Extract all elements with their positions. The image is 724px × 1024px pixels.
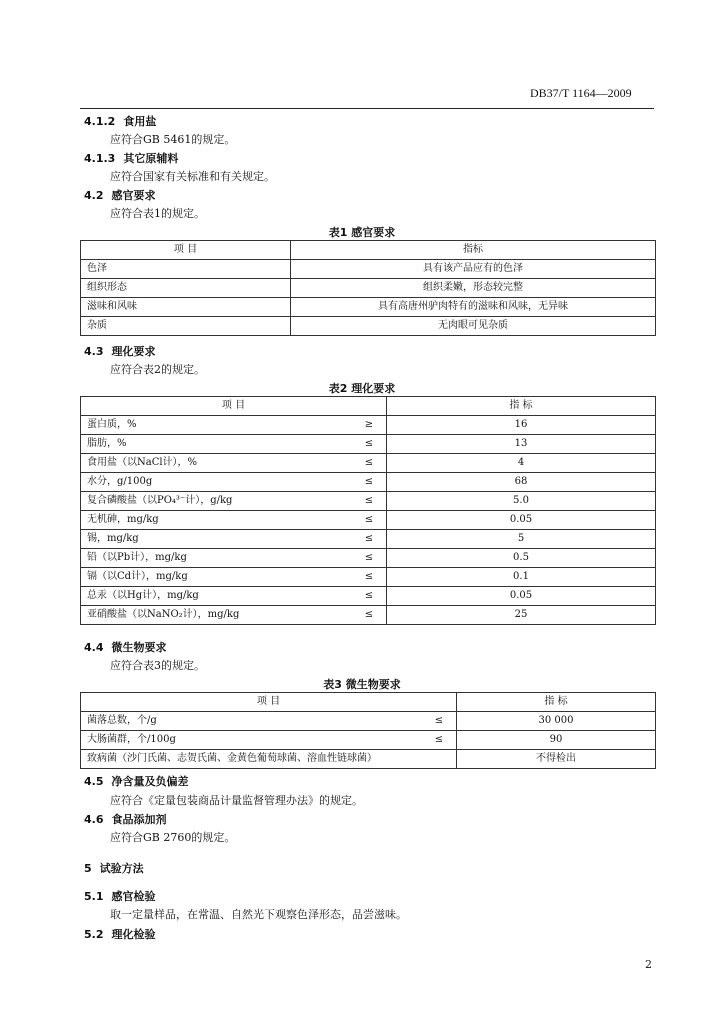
table-row — [81, 492, 656, 511]
table-cell: 镉（以Cd计），mg/kg — [81, 568, 352, 587]
section-5-1-text: 取一定量样品，在常温、自然光下观察色泽形态，品尝滋味。 — [110, 908, 407, 921]
table-cell: 大肠菌群，个/100g — [81, 731, 422, 750]
table-cell: 0.1 — [387, 568, 656, 587]
table2-physicochemical — [80, 396, 656, 625]
table-header-cell: 指标 — [291, 241, 656, 260]
table-cell: 色泽 — [81, 260, 291, 279]
section-number: 5.2 — [84, 928, 104, 941]
table-cell: 5 — [387, 530, 656, 549]
table-cell: 水分，g/100g — [81, 473, 352, 492]
section-4-1-3-heading — [84, 150, 178, 166]
table-cell: 总汞（以Hg计），mg/kg — [81, 587, 352, 606]
section-4-1-2-text: 应符合GB 5461的规定。 — [110, 133, 236, 146]
table-row — [81, 279, 656, 298]
table-header-cell: 项 目 — [81, 241, 291, 260]
table-cell: 锡，mg/kg — [81, 530, 352, 549]
section-title: 其它原辅料 — [123, 152, 179, 165]
section-4-1-2-heading — [84, 113, 156, 129]
table-cell: 无肉眼可见杂质 — [291, 317, 656, 336]
table-row — [81, 568, 656, 587]
table-cell: 组织柔嫩，形态较完整 — [291, 279, 656, 298]
table-row — [81, 298, 656, 317]
table-row — [81, 712, 656, 731]
section-title: 理化检验 — [111, 928, 156, 941]
table3-microbiological — [80, 692, 656, 769]
section-4-2-heading — [84, 187, 156, 203]
table-row — [81, 530, 656, 549]
table-cell: ≤ — [422, 731, 457, 750]
table-cell: 5.0 — [387, 492, 656, 511]
section-number: 4.5 — [84, 775, 104, 788]
table-cell: 不得检出 — [457, 750, 656, 769]
table-cell: ≤ — [352, 511, 387, 530]
table-cell: 0.5 — [387, 549, 656, 568]
table-row — [81, 435, 656, 454]
table-cell: ≤ — [352, 530, 387, 549]
table-cell: ≤ — [352, 454, 387, 473]
section-title: 理化要求 — [111, 345, 156, 358]
table-cell — [422, 750, 457, 769]
section-4-6-heading — [84, 811, 167, 827]
section-5-1-heading — [84, 888, 156, 904]
section-5-2-heading — [84, 926, 156, 942]
table-cell: ≤ — [352, 492, 387, 511]
section-number: 5 — [84, 862, 92, 875]
table-cell: 具有该产品应有的色泽 — [291, 260, 656, 279]
table-header-cell: 指 标 — [387, 397, 656, 416]
table-cell: 组织形态 — [81, 279, 291, 298]
table1-sensory — [80, 240, 656, 336]
section-4-4-text: 应符合表3的规定。 — [110, 659, 205, 672]
table-header-cell: 项 目 — [81, 693, 457, 712]
section-number: 4.2 — [84, 189, 104, 202]
table-cell: ≤ — [352, 568, 387, 587]
table-cell: 90 — [457, 731, 656, 750]
table-cell: ≤ — [352, 435, 387, 454]
table-header-cell: 指 标 — [457, 693, 656, 712]
table-cell: 食用盐（以NaCl计），% — [81, 454, 352, 473]
table-cell: 亚硝酸盐（以NaNO₂计），mg/kg — [81, 606, 352, 625]
section-4-3-heading — [84, 343, 156, 359]
section-title: 微生物要求 — [111, 641, 167, 654]
table-cell: 菌落总数，个/g — [81, 712, 422, 731]
document-id: DB37/T 1164—2009 — [530, 86, 632, 100]
table-row — [81, 416, 656, 435]
section-4-4-heading — [84, 639, 167, 655]
section-5-heading — [84, 860, 144, 876]
section-title: 食品添加剂 — [111, 813, 167, 826]
table-cell: 无机砷，mg/kg — [81, 511, 352, 530]
table-cell: 68 — [387, 473, 656, 492]
table-cell: 滋味和风味 — [81, 298, 291, 317]
table-cell: 复合磷酸盐（以PO₄³⁻计），g/kg — [81, 492, 352, 511]
table-header-row — [81, 397, 656, 416]
header-rule — [80, 108, 654, 109]
table-row — [81, 317, 656, 336]
table-cell: ≥ — [352, 416, 387, 435]
table-cell: 蛋白质，% — [81, 416, 352, 435]
section-number: 4.3 — [84, 345, 104, 358]
table-cell: 16 — [387, 416, 656, 435]
table-row — [81, 750, 656, 769]
table-row — [81, 549, 656, 568]
table-cell: 致病菌（沙门氏菌、志贺氏菌、金黄色葡萄球菌、溶血性链球菌） — [81, 750, 422, 769]
section-4-6-text: 应符合GB 2760的规定。 — [110, 831, 236, 844]
table-cell: ≤ — [422, 712, 457, 731]
table-row — [81, 587, 656, 606]
table-cell: ≤ — [352, 606, 387, 625]
table-header-row — [81, 241, 656, 260]
table-cell: 杂质 — [81, 317, 291, 336]
table-cell: 0.05 — [387, 587, 656, 606]
table-cell: 0.05 — [387, 511, 656, 530]
table2-caption: 表2 理化要求 — [328, 382, 396, 395]
table-row — [81, 454, 656, 473]
section-4-5-heading — [84, 773, 189, 789]
section-title: 食用盐 — [123, 115, 157, 128]
table1-caption: 表1 感官要求 — [328, 226, 396, 239]
table-row — [81, 731, 656, 750]
section-title: 试验方法 — [99, 862, 144, 875]
table-cell: 25 — [387, 606, 656, 625]
table-row — [81, 473, 656, 492]
page-number: 2 — [645, 958, 652, 971]
table-cell: 脂肪，% — [81, 435, 352, 454]
table-row — [81, 511, 656, 530]
section-4-1-3-text: 应符合国家有关标准和有关规定。 — [110, 170, 275, 183]
section-title: 净含量及负偏差 — [111, 775, 189, 788]
section-title: 感官检验 — [111, 890, 156, 903]
section-number: 4.4 — [84, 641, 104, 654]
table-cell: 具有高唐州驴肉特有的滋味和风味，无异味 — [291, 298, 656, 317]
table-cell: 30 000 — [457, 712, 656, 731]
table3-caption: 表3 微生物要求 — [323, 678, 401, 691]
table-cell: ≤ — [352, 549, 387, 568]
table-cell: ≤ — [352, 587, 387, 606]
section-number: 4.1.2 — [84, 115, 116, 128]
table-row — [81, 606, 656, 625]
table-cell: 4 — [387, 454, 656, 473]
section-4-5-text: 应符合《定量包装商品计量监督管理办法》的规定。 — [110, 794, 363, 807]
table-cell: ≤ — [352, 473, 387, 492]
table-header-cell: 项 目 — [81, 397, 387, 416]
table-cell: 13 — [387, 435, 656, 454]
table-row — [81, 260, 656, 279]
section-title: 感官要求 — [111, 189, 156, 202]
section-number: 5.1 — [84, 890, 104, 903]
table-cell: 铅（以Pb计），mg/kg — [81, 549, 352, 568]
section-4-3-text: 应符合表2的规定。 — [110, 363, 205, 376]
table-header-row — [81, 693, 656, 712]
section-4-2-text: 应符合表1的规定。 — [110, 207, 205, 220]
section-number: 4.6 — [84, 813, 104, 826]
section-number: 4.1.3 — [84, 152, 116, 165]
